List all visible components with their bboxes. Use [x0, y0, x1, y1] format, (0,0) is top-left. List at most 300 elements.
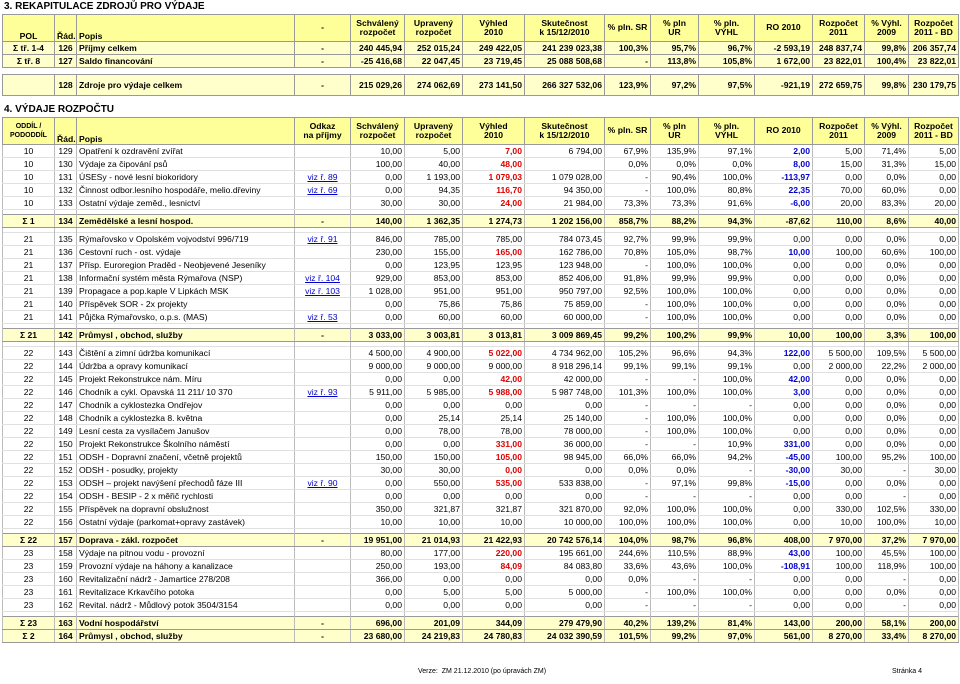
row-number-cell: 146 [55, 386, 77, 399]
ro2010-cell: 43,00 [755, 547, 813, 560]
header-pln-ur: % pln UR [651, 15, 699, 42]
header-vyhl2009: % Výhl. 2009 [865, 118, 909, 145]
budget-bd-cell: 15,00 [909, 158, 959, 171]
pct-forecast-cell: 97,5% [699, 75, 755, 96]
table-row [3, 573, 959, 586]
approved-cell: 0,00 [351, 311, 405, 324]
table-row [3, 145, 959, 158]
pct-forecast-cell: 98,7% [699, 246, 755, 259]
reference-cell: - [295, 42, 351, 55]
ro2010-cell: 0,00 [755, 503, 813, 516]
header-pln-sr: % pln. SR [605, 15, 651, 42]
pct-2009-cell: 0,0% [865, 285, 909, 298]
budget2011-cell: 0,00 [813, 171, 865, 184]
pct-forecast-cell: 100,0% [699, 311, 755, 324]
reference-cell [295, 412, 351, 425]
pct-sr-cell: 99,2% [605, 329, 651, 342]
table-row [3, 197, 959, 210]
pct-sr-cell: 104,0% [605, 534, 651, 547]
oddil-cell: 22 [3, 386, 55, 399]
pct-2009-cell: 83,3% [865, 197, 909, 210]
ro2010-cell: 143,00 [755, 617, 813, 630]
row-number-cell: 156 [55, 516, 77, 529]
table-row [3, 399, 959, 412]
approved-cell: 19 951,00 [351, 534, 405, 547]
description-cell: Propagace a pop.kaple V Lipkách MSK [77, 285, 295, 298]
forecast-cell: 9 000,00 [463, 360, 525, 373]
pct-forecast-cell: 97,0% [699, 630, 755, 643]
pct-2009-cell: 100,4% [865, 55, 909, 68]
pct-2009-cell: 0,0% [865, 386, 909, 399]
actual-cell: 950 797,00 [525, 285, 605, 298]
pct-ur-cell: - [651, 373, 699, 386]
oddil-cell: Σ 21 [3, 329, 55, 342]
actual-cell: 25 088 508,68 [525, 55, 605, 68]
budget2011-cell: 0,00 [813, 412, 865, 425]
oddil-cell: 22 [3, 373, 55, 386]
pct-forecast-cell: 100,0% [699, 373, 755, 386]
adjusted-cell: 3 003,81 [405, 329, 463, 342]
description-cell: Údržba a opravy komunikací [77, 360, 295, 373]
adjusted-cell: 951,00 [405, 285, 463, 298]
pct-sr-cell: 101,5% [605, 630, 651, 643]
footer-page-number: Stránka 4 [892, 668, 922, 675]
pct-2009-cell: 109,5% [865, 347, 909, 360]
reference-cell [295, 464, 351, 477]
ro2010-cell: -87,62 [755, 215, 813, 228]
description-cell: Chodník a cyklostezka Ondřejov [77, 399, 295, 412]
header-vyhl2009: % Výhl. 2009 [865, 15, 909, 42]
reference-cell[interactable]: viz ř. 89 [295, 171, 351, 184]
actual-cell: 42 000,00 [525, 373, 605, 386]
reference-cell [295, 547, 351, 560]
budget-bd-cell: 5 500,00 [909, 347, 959, 360]
budget2011-cell: 100,00 [813, 246, 865, 259]
pct-2009-cell: 0,0% [865, 298, 909, 311]
pct-sr-cell: 92,0% [605, 503, 651, 516]
budget-bd-cell: 0,00 [909, 373, 959, 386]
oddil-cell: 21 [3, 298, 55, 311]
row-number-cell: 142 [55, 329, 77, 342]
pct-ur-cell: 99,1% [651, 360, 699, 373]
ro2010-cell: 8,00 [755, 158, 813, 171]
reference-cell: - [295, 534, 351, 547]
reference-cell [295, 145, 351, 158]
pct-sr-cell: 91,8% [605, 272, 651, 285]
pct-sr-cell: 244,6% [605, 547, 651, 560]
description-cell: Lesní cesta za vysílačem Janušov [77, 425, 295, 438]
budget-bd-cell: 230 179,75 [909, 75, 959, 96]
pct-ur-cell: 113,8% [651, 55, 699, 68]
reference-cell [295, 246, 351, 259]
pct-forecast-cell: - [699, 573, 755, 586]
ro2010-cell: -30,00 [755, 464, 813, 477]
ro2010-cell: 122,00 [755, 347, 813, 360]
pct-2009-cell: 0,0% [865, 399, 909, 412]
forecast-cell: 853,00 [463, 272, 525, 285]
budget2011-cell: 30,00 [813, 464, 865, 477]
pct-forecast-cell: 99,9% [699, 233, 755, 246]
description-cell: Doprava - zákl. rozpočet [77, 534, 295, 547]
pct-sr-cell: 92,5% [605, 285, 651, 298]
budget2011-cell: 70,00 [813, 184, 865, 197]
pct-2009-cell: 0,0% [865, 412, 909, 425]
row-number-cell: 135 [55, 233, 77, 246]
pct-2009-cell: 33,4% [865, 630, 909, 643]
pct-2009-cell: 118,9% [865, 560, 909, 573]
header-schvaleny: Schválený rozpočet [351, 118, 405, 145]
ro2010-cell: 2,00 [755, 145, 813, 158]
row-number-cell: 164 [55, 630, 77, 643]
forecast-cell: 273 141,50 [463, 75, 525, 96]
ro2010-cell: 0,00 [755, 360, 813, 373]
adjusted-cell: 75,86 [405, 298, 463, 311]
approved-cell: 240 445,94 [351, 42, 405, 55]
pct-sr-cell: - [605, 399, 651, 412]
pct-2009-cell: 0,0% [865, 272, 909, 285]
actual-cell: 21 984,00 [525, 197, 605, 210]
table-row [3, 503, 959, 516]
budget2011-cell: 0,00 [813, 573, 865, 586]
approved-cell: 696,00 [351, 617, 405, 630]
pct-sr-cell: 0,0% [605, 158, 651, 171]
pct-sr-cell: - [605, 412, 651, 425]
footer-version-label: Verze: [418, 668, 438, 675]
sources-header-row [3, 15, 959, 42]
actual-cell: 0,00 [525, 573, 605, 586]
row-number-cell: 136 [55, 246, 77, 259]
actual-cell: 0,00 [525, 464, 605, 477]
adjusted-cell: 0,00 [405, 373, 463, 386]
reference-cell: - [295, 75, 351, 96]
budget2011-cell: 0,00 [813, 490, 865, 503]
adjusted-cell: 60,00 [405, 311, 463, 324]
ro2010-cell: 408,00 [755, 534, 813, 547]
approved-cell: 0,00 [351, 399, 405, 412]
row-number-cell: 131 [55, 171, 77, 184]
pct-forecast-cell: 100,0% [699, 425, 755, 438]
budget-bd-cell: 100,00 [909, 547, 959, 560]
row-number-cell: 133 [55, 197, 77, 210]
pct-2009-cell: - [865, 464, 909, 477]
reference-cell [295, 399, 351, 412]
description-cell: Projekt Rekonstrukce Školního náměstí [77, 438, 295, 451]
header-ro2010: RO 2010 [755, 118, 813, 145]
row-number-cell: 161 [55, 586, 77, 599]
oddil-cell: 22 [3, 490, 55, 503]
approved-cell: 9 000,00 [351, 360, 405, 373]
pct-sr-cell: - [605, 586, 651, 599]
budget-bd-cell: 0,00 [909, 425, 959, 438]
forecast-cell: 344,09 [463, 617, 525, 630]
oddil-cell: 10 [3, 197, 55, 210]
description-cell: Výdaje na pitnou vodu - provozní [77, 547, 295, 560]
pct-ur-cell: 99,9% [651, 272, 699, 285]
description-cell: ODSH - posudky, projekty [77, 464, 295, 477]
reference-cell[interactable]: viz ř. 104 [295, 272, 351, 285]
budget-bd-cell: 100,00 [909, 451, 959, 464]
reference-cell: - [295, 55, 351, 68]
pct-forecast-cell: - [699, 399, 755, 412]
pct-ur-cell: 99,2% [651, 630, 699, 643]
approved-cell: 1 028,00 [351, 285, 405, 298]
budget2011-cell: 0,00 [813, 285, 865, 298]
forecast-cell: 42,00 [463, 373, 525, 386]
budget-bd-cell: 0,00 [909, 311, 959, 324]
oddil-cell: 22 [3, 503, 55, 516]
description-cell: Provozní výdaje na háhony a kanalizace [77, 560, 295, 573]
approved-cell: 23 680,00 [351, 630, 405, 643]
ro2010-cell: 0,00 [755, 425, 813, 438]
pct-2009-cell: 0,0% [865, 171, 909, 184]
row-number-cell: 160 [55, 573, 77, 586]
adjusted-cell: 0,00 [405, 573, 463, 586]
approved-cell: 230,00 [351, 246, 405, 259]
table-row [3, 298, 959, 311]
table-row [3, 246, 959, 259]
pct-ur-cell: 90,4% [651, 171, 699, 184]
pct-sr-cell: 67,9% [605, 145, 651, 158]
table-row [3, 233, 959, 246]
pct-2009-cell: 8,6% [865, 215, 909, 228]
approved-cell: 0,00 [351, 184, 405, 197]
budget-bd-cell: 23 822,01 [909, 55, 959, 68]
forecast-cell: 3 013,81 [463, 329, 525, 342]
approved-cell: 0,00 [351, 425, 405, 438]
ro2010-cell: 1 672,00 [755, 55, 813, 68]
reference-cell: - [295, 215, 351, 228]
ro2010-cell: 42,00 [755, 373, 813, 386]
row-number-cell: 152 [55, 464, 77, 477]
reference-cell [295, 490, 351, 503]
pct-ur-cell: 135,9% [651, 145, 699, 158]
forecast-cell: 75,86 [463, 298, 525, 311]
adjusted-cell: 252 015,24 [405, 42, 463, 55]
actual-cell: 24 032 390,59 [525, 630, 605, 643]
pct-forecast-cell: 0,0% [699, 158, 755, 171]
reference-cell[interactable]: viz ř. 103 [295, 285, 351, 298]
reference-cell[interactable]: viz ř. 53 [295, 311, 351, 324]
pct-ur-cell: 0,0% [651, 464, 699, 477]
header-upraveny: Upravený rozpočet [405, 118, 463, 145]
pct-forecast-cell: - [699, 599, 755, 612]
oddil-cell: 22 [3, 477, 55, 490]
reference-cell[interactable]: viz ř. 69 [295, 184, 351, 197]
budget-bd-cell: 2 000,00 [909, 360, 959, 373]
adjusted-cell: 5,00 [405, 586, 463, 599]
ro2010-cell: 10,00 [755, 246, 813, 259]
budget-bd-cell: 5,00 [909, 145, 959, 158]
header-ro2010: RO 2010 [755, 15, 813, 42]
ro2010-cell: -108,91 [755, 560, 813, 573]
pct-2009-cell: 0,0% [865, 425, 909, 438]
adjusted-cell: 785,00 [405, 233, 463, 246]
description-cell: Výdaje za čipování psů [77, 158, 295, 171]
approved-cell: 0,00 [351, 259, 405, 272]
oddil-cell: 23 [3, 560, 55, 573]
approved-cell: 0,00 [351, 373, 405, 386]
approved-cell: 30,00 [351, 197, 405, 210]
adjusted-cell: 4 900,00 [405, 347, 463, 360]
table-row [3, 171, 959, 184]
table-row [3, 386, 959, 399]
pct-ur-cell: 100,0% [651, 425, 699, 438]
pct-sr-cell: 70,8% [605, 246, 651, 259]
forecast-cell: 165,00 [463, 246, 525, 259]
reference-cell [295, 438, 351, 451]
header-schvaleny: Schválený rozpočet [351, 15, 405, 42]
description-cell: Ostatní výdaje zeměd., lesnictví [77, 197, 295, 210]
pct-forecast-cell: 80,8% [699, 184, 755, 197]
actual-cell: 266 327 532,06 [525, 75, 605, 96]
subtotal-row [3, 617, 959, 630]
forecast-cell: 0,00 [463, 399, 525, 412]
header-pln-vyhl: % pln. VÝHL [699, 15, 755, 42]
table-row [3, 347, 959, 360]
adjusted-cell: 30,00 [405, 197, 463, 210]
sources-table [2, 14, 959, 96]
spacer-cell [525, 68, 605, 75]
description-cell: ODSH - BESIP - 2 x měřič rychlosti [77, 490, 295, 503]
approved-cell: 3 033,00 [351, 329, 405, 342]
oddil-cell: Σ 22 [3, 534, 55, 547]
forecast-cell: 24 780,83 [463, 630, 525, 643]
row-number-cell: 163 [55, 617, 77, 630]
pct-forecast-cell: 100,0% [699, 171, 755, 184]
forecast-cell: 331,00 [463, 438, 525, 451]
pct-2009-cell: 60,6% [865, 246, 909, 259]
row-number-cell: 148 [55, 412, 77, 425]
adjusted-cell: 550,00 [405, 477, 463, 490]
approved-cell: 0,00 [351, 438, 405, 451]
reference-cell[interactable]: viz ř. 91 [295, 233, 351, 246]
forecast-cell: 249 422,05 [463, 42, 525, 55]
table-row [3, 477, 959, 490]
forecast-cell: 220,00 [463, 547, 525, 560]
adjusted-cell: 274 062,69 [405, 75, 463, 96]
pct-ur-cell: 100,0% [651, 516, 699, 529]
row-number-cell: 149 [55, 425, 77, 438]
oddil-cell: 22 [3, 425, 55, 438]
budget-bd-cell: 0,00 [909, 259, 959, 272]
pct-2009-cell: 22,2% [865, 360, 909, 373]
table-row [3, 560, 959, 573]
pct-ur-cell: 100,0% [651, 311, 699, 324]
table-row [3, 425, 959, 438]
oddil-cell: 22 [3, 451, 55, 464]
table-row [3, 42, 959, 55]
reference-cell[interactable]: viz ř. 90 [295, 477, 351, 490]
forecast-cell: 5 988,00 [463, 386, 525, 399]
pct-forecast-cell: 97,1% [699, 145, 755, 158]
pct-forecast-cell: 100,0% [699, 386, 755, 399]
pct-2009-cell: - [865, 490, 909, 503]
actual-cell: 60 000,00 [525, 311, 605, 324]
description-cell: Revitalizace Krkavčího potoka [77, 586, 295, 599]
actual-cell: 20 742 576,14 [525, 534, 605, 547]
spacer-cell [295, 68, 351, 75]
adjusted-cell: 193,00 [405, 560, 463, 573]
forecast-cell: 105,00 [463, 451, 525, 464]
actual-cell: 123 948,00 [525, 259, 605, 272]
ro2010-cell: 0,00 [755, 233, 813, 246]
description-cell: Revitalizační nádrž - Jamartice 278/208 [77, 573, 295, 586]
budget-bd-cell: 20,00 [909, 197, 959, 210]
oddil-cell: 22 [3, 438, 55, 451]
pct-forecast-cell: 81,4% [699, 617, 755, 630]
approved-cell: 30,00 [351, 464, 405, 477]
pct-2009-cell: 0,0% [865, 477, 909, 490]
description-cell: Cestovní ruch - ost. výdaje [77, 246, 295, 259]
pct-forecast-cell: 105,8% [699, 55, 755, 68]
forecast-cell: 5 022,00 [463, 347, 525, 360]
row-number-cell: 162 [55, 599, 77, 612]
budget2011-cell: 2 000,00 [813, 360, 865, 373]
pct-ur-cell: 100,0% [651, 298, 699, 311]
pct-forecast-cell: 100,0% [699, 516, 755, 529]
reference-cell[interactable]: viz ř. 93 [295, 386, 351, 399]
pct-ur-cell: - [651, 573, 699, 586]
oddil-cell: 21 [3, 272, 55, 285]
actual-cell: 279 479,90 [525, 617, 605, 630]
budget2011-cell: 100,00 [813, 451, 865, 464]
description-cell: Čištění a zimní údržba komunikací [77, 347, 295, 360]
budget2011-cell: 0,00 [813, 399, 865, 412]
approved-cell: 4 500,00 [351, 347, 405, 360]
header-popis: Popis [77, 15, 295, 42]
pct-ur-cell: 97,2% [651, 75, 699, 96]
pct-2009-cell: 0,0% [865, 311, 909, 324]
pct-sr-cell: - [605, 599, 651, 612]
budget2011-cell: 0,00 [813, 298, 865, 311]
pct-forecast-cell: 91,6% [699, 197, 755, 210]
adjusted-cell: 40,00 [405, 158, 463, 171]
adjusted-cell: 22 047,45 [405, 55, 463, 68]
adjusted-cell: 21 014,93 [405, 534, 463, 547]
description-cell: Vodní hospodářství [77, 617, 295, 630]
subtotal-row [3, 630, 959, 643]
description-cell: Půjčka Rýmařovsko, o.p.s. (MAS) [77, 311, 295, 324]
pct-ur-cell: - [651, 490, 699, 503]
ro2010-cell: 331,00 [755, 438, 813, 451]
pct-ur-cell: 100,0% [651, 586, 699, 599]
actual-cell: 8 918 296,14 [525, 360, 605, 373]
table-row [3, 158, 959, 171]
pct-forecast-cell: 10,9% [699, 438, 755, 451]
budget-bd-cell: 10,00 [909, 516, 959, 529]
pct-sr-cell: - [605, 259, 651, 272]
ro2010-cell: 0,00 [755, 399, 813, 412]
adjusted-cell: 25,14 [405, 412, 463, 425]
row-number-cell: 130 [55, 158, 77, 171]
description-cell: Zemědělské a lesní hospod. [77, 215, 295, 228]
approved-cell: 0,00 [351, 477, 405, 490]
description-cell: Příspěvek na dopravní obslužnost [77, 503, 295, 516]
pct-sr-cell: - [605, 298, 651, 311]
pct-ur-cell: 100,0% [651, 184, 699, 197]
actual-cell: 533 838,00 [525, 477, 605, 490]
row-number-cell: 127 [55, 55, 77, 68]
row-number-cell: 143 [55, 347, 77, 360]
pct-forecast-cell: 99,9% [699, 329, 755, 342]
description-cell: Průmysl , obchod, služby [77, 329, 295, 342]
row-number-cell: 138 [55, 272, 77, 285]
table-row [3, 259, 959, 272]
approved-cell: 0,00 [351, 412, 405, 425]
row-number-cell: 154 [55, 490, 77, 503]
budget2011-cell: 8 270,00 [813, 630, 865, 643]
pct-forecast-cell: 100,0% [699, 412, 755, 425]
